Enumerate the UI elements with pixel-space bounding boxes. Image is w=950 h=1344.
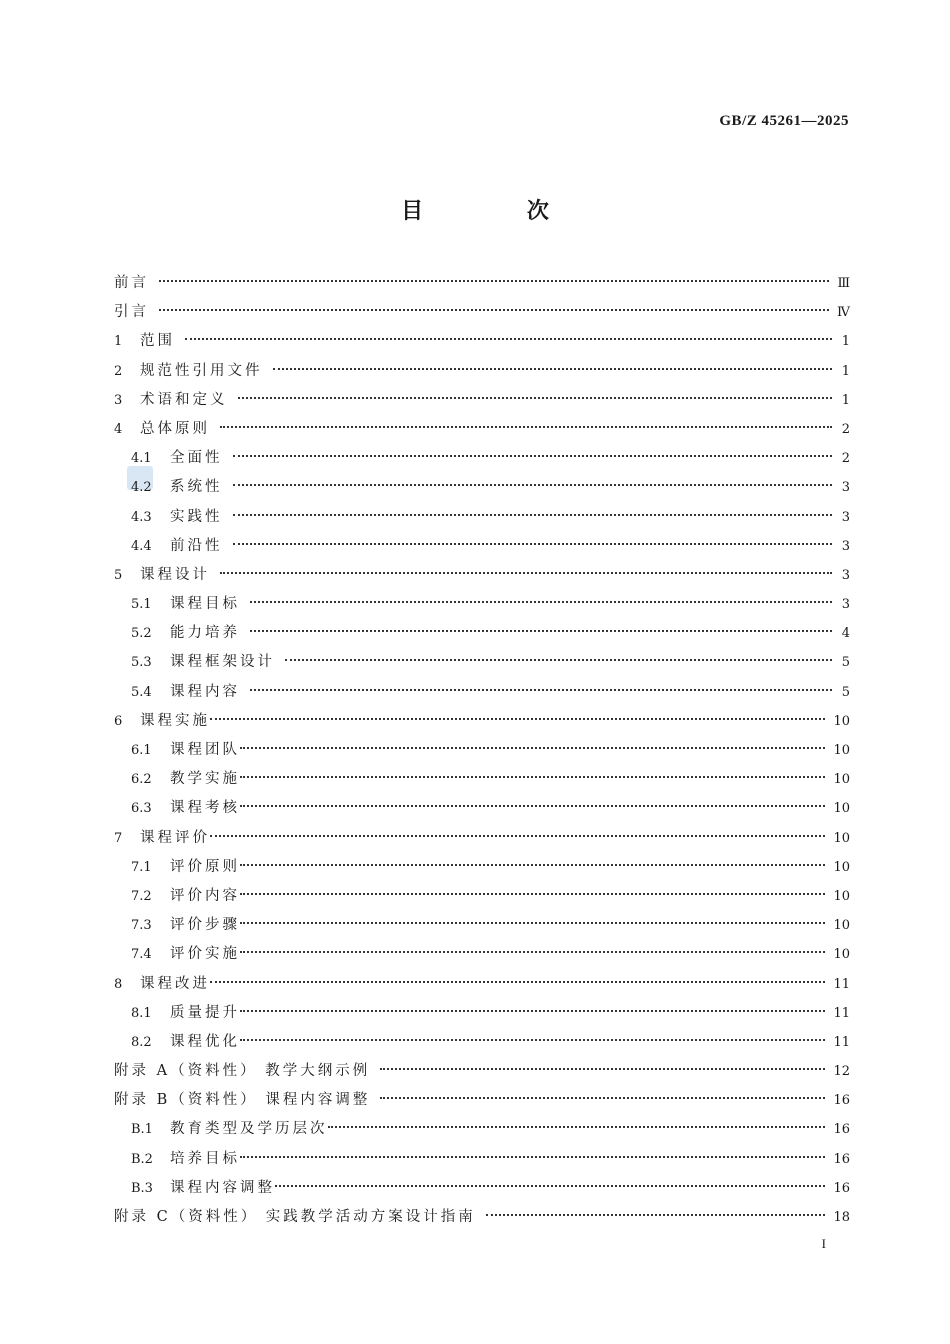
toc-entry-page: 10 [833, 772, 850, 788]
toc-dot-leader [240, 805, 825, 807]
toc-entry[interactable] [114, 473, 850, 502]
toc-entry-page: 12 [833, 1064, 850, 1080]
toc-entry-label: 课程评价 [140, 829, 210, 846]
toc-entry-number: 4.2 [131, 480, 152, 496]
toc-entry-number: 6 [114, 713, 123, 729]
toc-dot-leader [250, 601, 832, 603]
toc-entry-label: 课程团队 [170, 742, 240, 758]
toc-entry[interactable] [114, 736, 850, 765]
toc-entry[interactable] [114, 1057, 850, 1086]
toc-entry-page: 2 [841, 421, 850, 437]
toc-entry[interactable] [114, 269, 850, 298]
toc-entry-label: 课程设计 [140, 566, 210, 583]
toc-dot-leader [240, 893, 825, 895]
toc-entry[interactable] [114, 327, 850, 356]
toc-entry-number: 5.4 [131, 684, 152, 700]
toc-entry-page: 1 [841, 334, 850, 350]
toc-dot-leader [240, 922, 825, 924]
toc-entry[interactable] [114, 590, 850, 619]
toc-dot-leader [328, 1126, 826, 1128]
page-folio: I [821, 1236, 826, 1251]
toc-entry-label: 教学实施 [170, 771, 240, 788]
toc-dot-leader [210, 835, 825, 837]
toc-entry-label: 能力培养 [170, 625, 240, 642]
toc-dot-leader [159, 280, 829, 282]
toc-entry-number: 7.1 [131, 859, 152, 875]
toc-entry[interactable] [114, 765, 850, 794]
toc-dot-leader [273, 368, 833, 370]
toc-entry-label: 范围 [140, 333, 175, 350]
toc-entry-label: 课程框架设计 [170, 654, 275, 671]
toc-entry-page: Ⅲ [837, 276, 850, 291]
toc-entry-label: 课程优化 [170, 1033, 240, 1050]
toc-entry-label: 附录 C（资料性） 实践教学活动方案设计指南 [114, 1209, 476, 1225]
toc-entry-page: 3 [841, 538, 850, 554]
toc-entry-page: 16 [833, 1122, 850, 1138]
toc-entry-page: 1 [841, 392, 850, 408]
toc-entry[interactable] [114, 386, 850, 415]
toc-entry-number: 5.1 [131, 597, 152, 613]
toc-dot-leader [210, 718, 825, 720]
toc-entry[interactable] [114, 940, 850, 969]
toc-entry[interactable] [114, 298, 850, 327]
toc-entry[interactable] [114, 561, 850, 590]
toc-dot-leader [240, 1010, 825, 1012]
toc-entry-number: 2 [114, 363, 123, 379]
toc-entry-label: 课程内容 [170, 683, 240, 700]
toc-dot-leader [233, 514, 833, 516]
toc-dot-leader [285, 659, 832, 661]
toc-entry-page: 5 [841, 655, 850, 671]
toc-entry-page: 10 [833, 743, 850, 758]
toc-entry-label: 全面性 [170, 450, 223, 467]
toc-entry-label: 评价步骤 [170, 917, 240, 934]
toc-entry-label: 规范性引用文件 [140, 362, 263, 379]
toc-entry-number: 8.1 [131, 1005, 152, 1021]
toc-entry[interactable] [114, 1086, 850, 1115]
toc-entry-label: 引言 [114, 304, 149, 321]
toc-entry-number: 7.2 [131, 888, 152, 904]
toc-entry-page: 1 [841, 363, 850, 379]
toc-entry-label: 总体原则 [140, 420, 210, 437]
toc-entry[interactable] [114, 503, 850, 532]
toc-dot-leader [233, 543, 833, 545]
toc-entry[interactable] [114, 357, 850, 386]
toc-entry-page: 4 [841, 626, 850, 642]
toc-entry-page: 3 [841, 597, 850, 613]
toc-entry-page: 2 [841, 451, 850, 467]
toc-dot-leader [210, 981, 825, 983]
toc-entry-page: 3 [841, 567, 850, 583]
toc-dot-leader [238, 397, 833, 399]
toc-entry-number: B.3 [131, 1180, 153, 1196]
toc-dot-leader [233, 484, 833, 486]
toc-entry-number: 4.3 [131, 509, 152, 525]
toc-entry-label: 评价内容 [170, 887, 240, 904]
toc-entry-page: 10 [833, 947, 850, 963]
toc-entry-number: 4 [114, 421, 123, 437]
toc-entry[interactable] [114, 853, 850, 882]
toc-entry-number: B.2 [131, 1151, 153, 1167]
toc-dot-leader [250, 689, 832, 691]
toc-dot-leader [250, 630, 832, 632]
page-header-standard-code: GB/Z 45261—2025 [719, 113, 849, 129]
toc-entry-number: 4.1 [131, 451, 152, 467]
toc-entry[interactable] [114, 970, 850, 999]
toc-entry-page: 10 [833, 801, 850, 817]
toc-entry[interactable] [114, 1203, 850, 1232]
toc-entry[interactable] [114, 794, 850, 823]
toc-entry-number: 7.4 [131, 947, 152, 963]
toc-dot-leader [275, 1185, 825, 1187]
toc-entry-label: 前言 [114, 275, 149, 291]
toc-entry[interactable] [114, 1115, 850, 1144]
toc-entry[interactable] [114, 619, 850, 648]
toc-dot-leader [233, 455, 833, 457]
toc-entry-label: 课程改进 [140, 975, 210, 992]
toc-entry[interactable] [114, 911, 850, 940]
toc-entry-number: 5.2 [131, 626, 152, 642]
toc-entry-number: 1 [114, 334, 123, 350]
toc-entry-label: 课程目标 [170, 596, 240, 613]
toc-entry-page: 11 [833, 1005, 850, 1021]
toc-entry-label: 培养目标 [170, 1150, 240, 1167]
toc-entry[interactable] [114, 707, 850, 736]
toc-entry-number: 5 [114, 567, 123, 583]
toc-dot-leader [240, 747, 825, 749]
toc-entry-number: B.1 [131, 1122, 153, 1138]
toc-entry-label: 术语和定义 [140, 391, 228, 408]
toc-entry[interactable] [114, 648, 850, 677]
toc-entry-page: 10 [833, 888, 850, 904]
toc-dot-leader [185, 338, 832, 340]
toc-entry-number: 6.2 [131, 772, 152, 788]
toc-entry-number: 8.2 [131, 1034, 152, 1050]
toc-dot-leader [380, 1068, 825, 1070]
toc-entry-label: 评价原则 [170, 858, 240, 875]
toc-entry-page: 3 [841, 509, 850, 525]
toc-entry-page: 16 [833, 1180, 850, 1196]
toc-entry-label: 教育类型及学历层次 [170, 1121, 328, 1138]
toc-entry[interactable] [114, 532, 850, 561]
toc-entry-label: 评价实施 [170, 946, 240, 963]
toc-entry-number: 3 [114, 392, 123, 408]
toc-dot-leader [220, 572, 832, 574]
toc-entry-page: 16 [833, 1093, 850, 1109]
toc-dot-leader [240, 951, 825, 953]
toc-entry-page: 3 [841, 480, 850, 496]
toc-entry-page: 10 [833, 859, 850, 875]
toc-entry[interactable] [114, 999, 850, 1028]
toc-dot-leader [240, 864, 825, 866]
toc-entry-page: 5 [841, 684, 850, 700]
toc-dot-leader [240, 1156, 825, 1158]
table-of-contents [114, 269, 850, 1232]
toc-entry-label: 课程考核 [170, 800, 240, 817]
toc-entry-number: 6.3 [131, 801, 152, 817]
toc-entry-number: 6.1 [131, 743, 152, 758]
toc-entry-number: 7.3 [131, 918, 152, 934]
toc-entry-label: 质量提升 [170, 1004, 240, 1021]
toc-entry-page: Ⅳ [837, 305, 850, 321]
toc-entry-label: 前沿性 [170, 537, 223, 554]
toc-entry-number: 8 [114, 976, 123, 992]
toc-entry[interactable] [114, 1028, 850, 1057]
toc-entry-label: 附录 B（资料性） 课程内容调整 [114, 1092, 371, 1109]
toc-entry-label: 课程内容调整 [170, 1179, 275, 1196]
toc-dot-leader [380, 1097, 825, 1099]
toc-entry[interactable] [114, 444, 850, 473]
toc-entry-page: 10 [833, 713, 850, 729]
toc-dot-leader [240, 1039, 825, 1041]
toc-entry-page: 11 [833, 1034, 850, 1050]
toc-entry[interactable] [114, 1145, 850, 1174]
toc-entry-page: 18 [833, 1210, 850, 1225]
toc-entry-number: 4.4 [131, 538, 152, 554]
toc-entry[interactable] [114, 415, 850, 444]
toc-entry[interactable] [114, 882, 850, 911]
toc-entry[interactable] [114, 678, 850, 707]
toc-dot-leader [159, 309, 829, 311]
toc-entry-label: 课程实施 [140, 712, 210, 729]
page-title: 目 次 [401, 198, 597, 224]
toc-entry-page: 11 [833, 976, 850, 992]
toc-entry-number: 5.3 [131, 655, 152, 671]
toc-entry[interactable] [114, 824, 850, 853]
toc-dot-leader [486, 1214, 826, 1216]
toc-entry-page: 16 [833, 1151, 850, 1167]
toc-dot-leader [240, 776, 825, 778]
toc-entry-page: 10 [833, 918, 850, 934]
toc-entry[interactable] [114, 1174, 850, 1203]
toc-entry-label: 实践性 [170, 508, 223, 525]
toc-entry-label: 系统性 [170, 479, 223, 496]
toc-entry-label: 附录 A（资料性） 教学大纲示例 [114, 1063, 371, 1080]
toc-entry-page: 10 [833, 830, 850, 846]
toc-dot-leader [220, 426, 832, 428]
toc-entry-number: 7 [114, 830, 123, 846]
